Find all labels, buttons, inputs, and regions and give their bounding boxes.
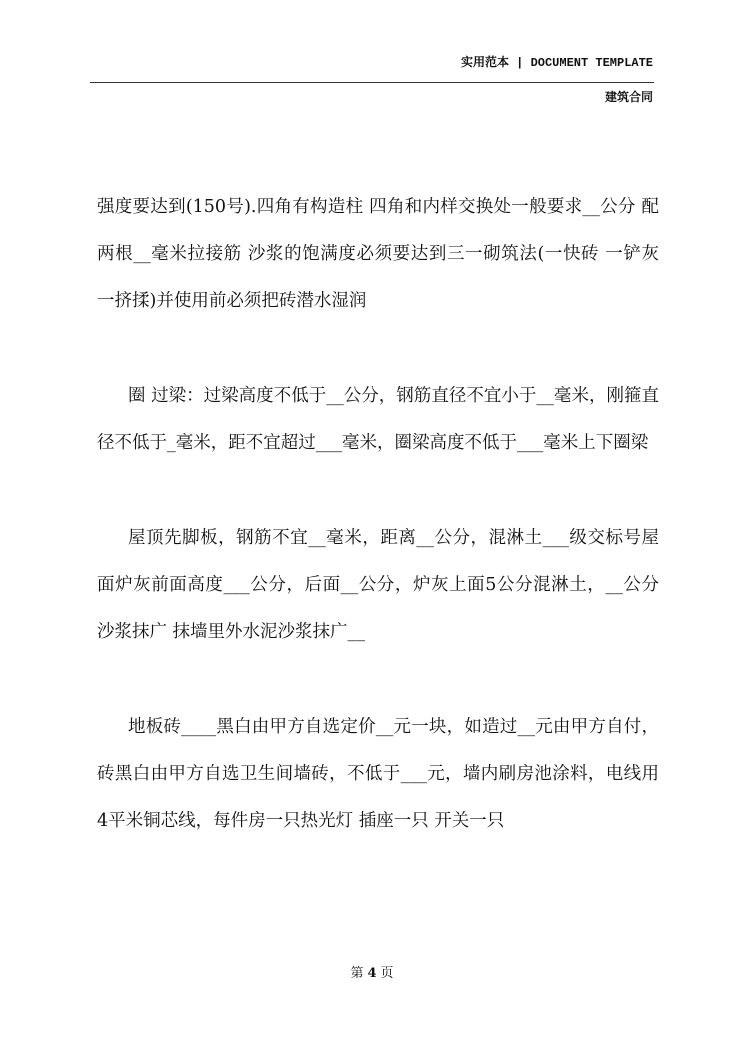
paragraph-lintel-beam: 圈 过梁：过梁高度不低于__公分，钢筋直径不宜小于__毫米，刚箍直径不低于_毫米，距不宜超过___毫米，圈梁高度不低于___毫米上下圈梁 [97, 386, 659, 453]
paragraph-masonry: 强度要达到(150号).四角有构造柱 四角和内样交换处一般要求__公分 配两根__毫米拉接筋 沙浆的饱满度必须要达到三一砌筑法(一快砖 一铲灰 一挤揉)并使用前必须把砖潜水湿润 [97, 197, 659, 311]
page-prefix: 第 [350, 966, 364, 981]
page-suffix: 页 [380, 966, 394, 981]
page-number: 4 [367, 966, 377, 981]
paragraph-floor-tiles: 地板砖____黑白由甲方自选定价__元一块，如造过__元由甲方自付，砖黑白由甲方自选卫生间墙砖，不低于___元，墙内刷房池涂料，电线用4平米铜芯线，每件房一只热光灯 插座一只 开关一只 [97, 717, 659, 831]
paragraph-roof-slab: 屋顶先脚板，钢筋不宜__毫米，距离__公分，混淋土___级交标号屋面炉灰前面高度___公分，后面__公分，炉灰上面5公分混淋土，__公分沙浆抹广 抹墙里外水泥沙浆抹广__ [97, 528, 659, 642]
document-body [97, 184, 659, 845]
page-footer [0, 962, 744, 981]
header-subtitle: 建筑合同 [604, 90, 653, 104]
header-divider [90, 82, 654, 83]
header-title: 实用范本 | DOCUMENT TEMPLATE [460, 56, 653, 70]
